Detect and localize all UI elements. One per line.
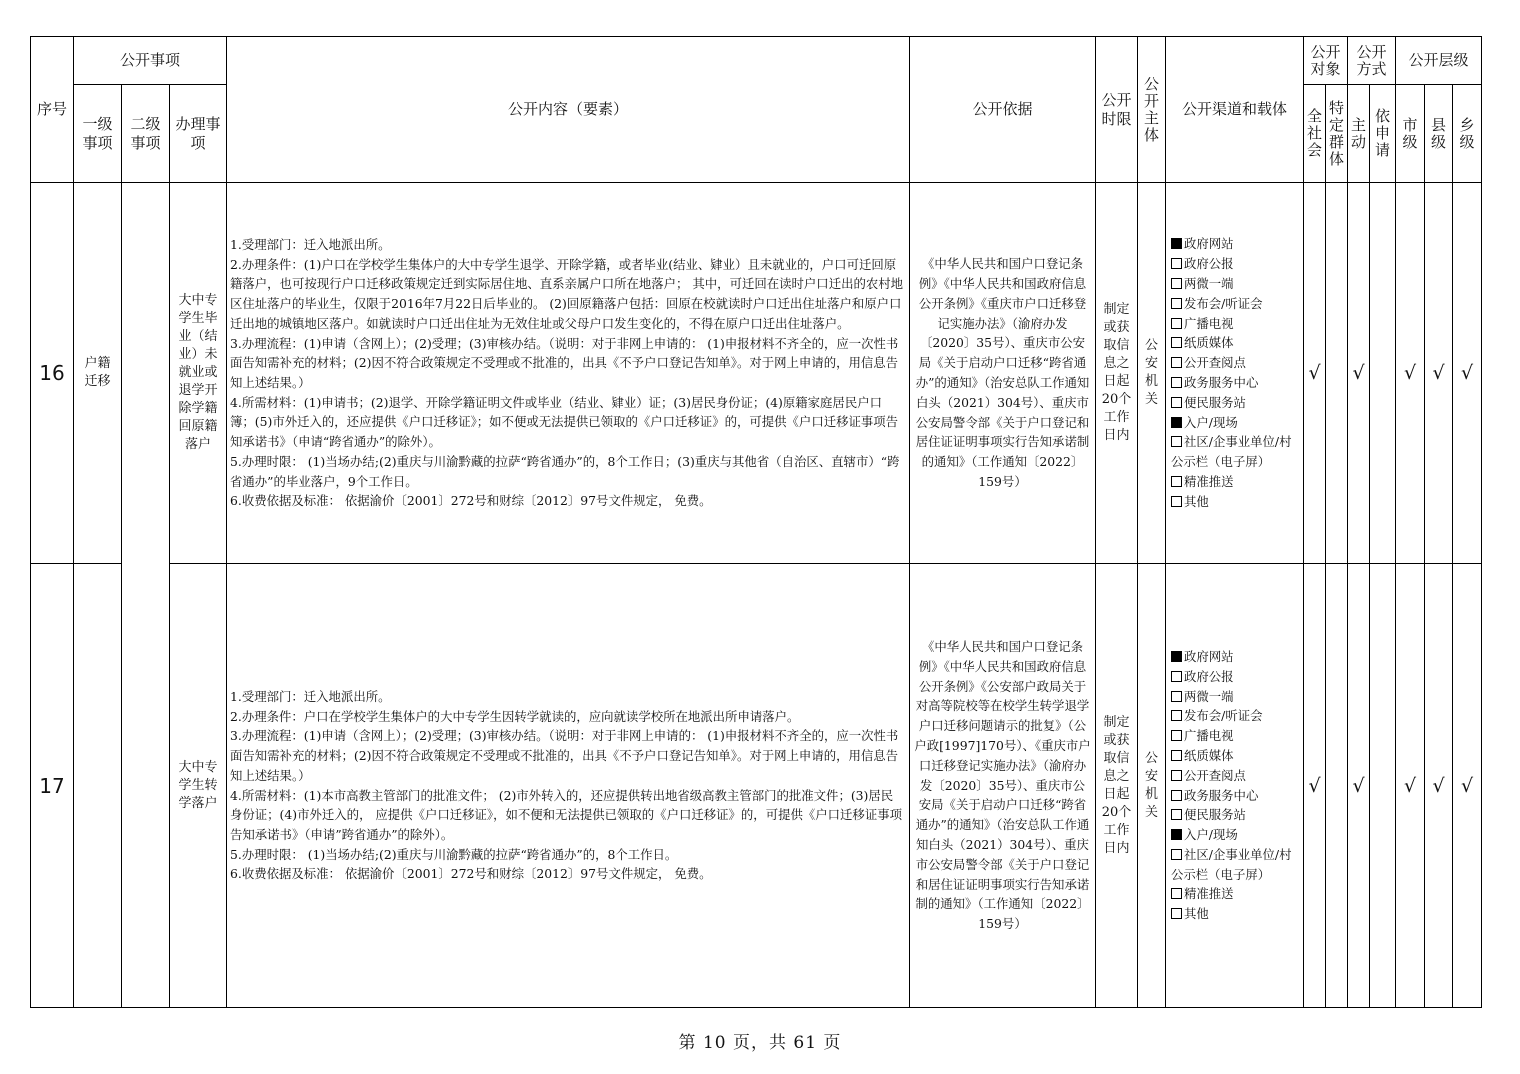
empty-box-icon (1171, 671, 1182, 682)
checked-box-icon (1171, 829, 1182, 840)
channel-list (1166, 183, 1304, 564)
check-level-city: √ (1396, 183, 1425, 564)
checked-box-icon (1171, 238, 1182, 249)
level1-item: 户籍迁移 (74, 183, 122, 564)
empty-box-icon (1171, 436, 1182, 447)
empty-box-icon (1171, 476, 1182, 487)
header-level-city: 市级 (1396, 85, 1425, 183)
channel-item: 其他 (1171, 492, 1301, 512)
header-content: 公开内容（要素） (227, 37, 910, 183)
row-number: 16 (31, 183, 74, 564)
public-content: 1.受理部门：迁入地派出所。 2.办理条件：(1)户口在学校学生集体户的大中专学生退学、开除学籍，或者毕业(结业、肄业）且未就业的，户口可迁回原籍落户，也可按现行户口迁移政策规定迁到实际居住地、直系亲属户口所在地落户； 其中，可迁回在读时户口迁出的农村地区住址落户的毕业生，仅限于2016年7月22日后毕业的。 (2)回原籍落户包括：回原在校就读时户口迁出住址落户和原户口迁出地的城镇地区落户。如就读时户口迁出住址为无效住址或父母户口发生变化的，不得在原户口迁出住址落户。 3.办理流程：(1)申请（含网上）；(2)受理；(3)审核办结。（说明：对于非网上申请的： (1)申报材料不齐全的，应一次性书面告知需补充的材料；(2)因不符合政策规定不受理或不批准的，出具《不予户口登记告知单》。对于网上申请的，用信息告知上述结果。） 4.所需材料：(1)申请书；(2)退学、开除学籍证明文件或毕业（结业、肄业）证；(3)居民身份证；(4)原籍家庭居民户口簿；(5)市外迁入的，还应提供《户口迁移证》；如不便或无法提供已领取的《户口迁移证》的，可提供《户口迁移证事项告知承诺书》（申请“跨省通办”的除外）。 5.办理时限： (1)当场办结;(2)重庆与川渝黔藏的拉萨“跨省通办”的，8个工作日；(3)重庆与其他省（自治区、直辖市）“跨省通办”的毕业落户，9个工作日。 6.收费依据及标准： 依据渝价〔2001〕272号和财综〔2012〕97号文件规定， 免费。 (227, 183, 910, 564)
channel-item: 发布会/听证会 (1171, 706, 1301, 726)
channel-item: 两微一端 (1171, 687, 1301, 707)
check-level-county: √ (1425, 183, 1453, 564)
empty-box-icon (1171, 377, 1182, 388)
page-footer: 第 10 页，共 61 页 (678, 1033, 842, 1053)
header-level-town: 乡级 (1453, 85, 1482, 183)
checked-box-icon (1171, 417, 1182, 428)
empty-box-icon (1171, 258, 1182, 269)
channel-item: 广播电视 (1171, 314, 1301, 334)
empty-box-icon (1171, 770, 1182, 781)
empty-box-icon (1171, 278, 1182, 289)
channel-item: 政府公报 (1171, 667, 1301, 687)
time-limit: 制定或获取信息之日起20个工作日内 (1096, 183, 1138, 564)
header-target-all: 全社会 (1304, 85, 1326, 183)
header-method-request: 依申请 (1370, 85, 1396, 183)
table-row (31, 564, 1482, 1008)
channel-item: 政务服务中心 (1171, 373, 1301, 393)
channel-item: 入户/现场 (1171, 825, 1301, 845)
channel-item: 政府公报 (1171, 254, 1301, 274)
channel-item: 公开查阅点 (1171, 766, 1301, 786)
public-subject: 公安机关 (1138, 183, 1166, 564)
header-target: 公开对象 (1304, 37, 1348, 85)
header-time-limit: 公开时限 (1096, 37, 1138, 183)
empty-box-icon (1171, 750, 1182, 761)
channel-item: 两微一端 (1171, 274, 1301, 294)
channel-item: 纸质媒体 (1171, 333, 1301, 353)
header-handling: 办理事项 (170, 85, 227, 183)
channel-item: 政务服务中心 (1171, 786, 1301, 806)
header-level1: 一级事项 (74, 85, 122, 183)
header-channels: 公开渠道和载体 (1166, 37, 1304, 183)
handling-item: 大中专学生转学落户 (170, 564, 227, 1008)
header-level2: 二级事项 (122, 85, 170, 183)
channel-item: 精准推送 (1171, 884, 1301, 904)
empty-box-icon (1171, 318, 1182, 329)
header-target-specific: 特定群体 (1326, 85, 1348, 183)
check-method-request (1370, 564, 1396, 1008)
header-seq: 序号 (31, 37, 74, 183)
time-limit: 制定或获取信息之日起20个工作日内 (1096, 564, 1138, 1008)
channel-item: 入户/现场 (1171, 413, 1301, 433)
level2-item (122, 183, 170, 1008)
empty-box-icon (1171, 849, 1182, 860)
header-public-items: 公开事项 (74, 37, 227, 85)
channel-item: 公开查阅点 (1171, 353, 1301, 373)
check-level-county: √ (1425, 564, 1453, 1008)
empty-box-icon (1171, 337, 1182, 348)
public-basis: 《中华人民共和国户口登记条例》《中华人民共和国政府信息公开条例》《公安部户政局关于对高等院校等在校学生转学退学户口迁移问题请示的批复》（公户政[1997]170号）、《重庆市户口迁移登记实施办法》（渝府办发〔2020〕35号）、重庆市公安局《关于启动户口迁移“跨省通办”的通知》（治安总队工作通知白头（2021）304号）、重庆市公安局警令部《关于户口登记和居住证证明事项实行告知承诺制的通知》（工作通知〔2022〕159号） (910, 564, 1096, 1008)
channel-item: 社区/企事业单位/村公示栏（电子屏） (1171, 846, 1292, 882)
channel-list (1166, 564, 1304, 1008)
check-target-specific (1326, 564, 1348, 1008)
channel-item: 发布会/听证会 (1171, 294, 1301, 314)
check-level-city: √ (1396, 564, 1425, 1008)
level1-item (74, 564, 122, 1008)
public-basis: 《中华人民共和国户口登记条例》《中华人民共和国政府信息公开条例》《重庆市户口迁移登记实施办法》（渝府办发〔2020〕35号）、重庆市公安局《关于启动户口迁移“跨省通办”的通知》（治安总队工作通知白头（2021）304号）、重庆市公安局警令部《关于户口登记和居住证证明事项实行告知承诺制的通知》（工作通知〔2022〕159号） (910, 183, 1096, 564)
empty-box-icon (1171, 809, 1182, 820)
check-target-specific (1326, 183, 1348, 564)
check-method-request (1370, 183, 1396, 564)
check-method-active: √ (1348, 183, 1370, 564)
table-row (31, 183, 1482, 564)
channel-item: 精准推送 (1171, 472, 1301, 492)
header-subject: 公开主体 (1138, 37, 1166, 183)
checked-box-icon (1171, 651, 1182, 662)
channel-item: 广播电视 (1171, 726, 1301, 746)
empty-box-icon (1171, 908, 1182, 919)
header-basis: 公开依据 (910, 37, 1096, 183)
public-content: 1.受理部门：迁入地派出所。 2.办理条件：户口在学校学生集体户的大中专学生因转学就读的，应向就读学校所在地派出所申请落户。 3.办理流程：(1)申请（含网上）；(2)受理；(3)审核办结。（说明：对于非网上申请的： (1)申报材料不齐全的，应一次性书面告知需补充的材料；(2)因不符合政策规定不受理或不批准的，出具《不予户口登记告知单》。对于网上申请的，用信息告知上述结果。） 4.所需材料：(1)本市高教主管部门的批准文件； (2)市外转入的，还应提供转出地省级高教主管部门的批准文件；(3)居民身份证；(4)市外迁入的， 应提供《户口迁移证》，如不便和无法提供已领取的《户口迁移证》的，可提供《户口迁移证事项告知承诺书》（申请”跨省通办”的除外）。 5.办理时限： (1)当场办结;(2)重庆与川渝黔藏的拉萨“跨省通办”的，8个工作日。 6.收费依据及标准： 依据渝价〔2001〕272号和财综〔2012〕97号文件规定， 免费。 (227, 564, 910, 1008)
check-method-active: √ (1348, 564, 1370, 1008)
channel-item: 便民服务站 (1171, 393, 1301, 413)
empty-box-icon (1171, 397, 1182, 408)
row-number: 17 (31, 564, 74, 1008)
check-target-all: √ (1304, 183, 1326, 564)
handling-item: 大中专学生毕业（结业）未就业或退学开除学籍回原籍落户 (170, 183, 227, 564)
public-subject: 公安机关 (1138, 564, 1166, 1008)
header-level: 公开层级 (1396, 37, 1482, 85)
empty-box-icon (1171, 888, 1182, 899)
empty-box-icon (1171, 357, 1182, 368)
empty-box-icon (1171, 496, 1182, 507)
channel-item: 社区/企事业单位/村公示栏（电子屏） (1171, 434, 1292, 470)
empty-box-icon (1171, 691, 1182, 702)
disclosure-table (30, 36, 1482, 1008)
channel-item: 便民服务站 (1171, 805, 1301, 825)
header-method-active: 主动 (1348, 85, 1370, 183)
channel-item: 政府网站 (1171, 234, 1301, 254)
empty-box-icon (1171, 730, 1182, 741)
empty-box-icon (1171, 298, 1182, 309)
channel-item: 政府网站 (1171, 647, 1301, 667)
check-target-all: √ (1304, 564, 1326, 1008)
header-level-county: 县级 (1425, 85, 1453, 183)
empty-box-icon (1171, 710, 1182, 721)
check-level-town: √ (1453, 183, 1482, 564)
channel-item: 其他 (1171, 904, 1301, 924)
check-level-town: √ (1453, 564, 1482, 1008)
empty-box-icon (1171, 790, 1182, 801)
channel-item: 纸质媒体 (1171, 746, 1301, 766)
header-method: 公开方式 (1348, 37, 1396, 85)
